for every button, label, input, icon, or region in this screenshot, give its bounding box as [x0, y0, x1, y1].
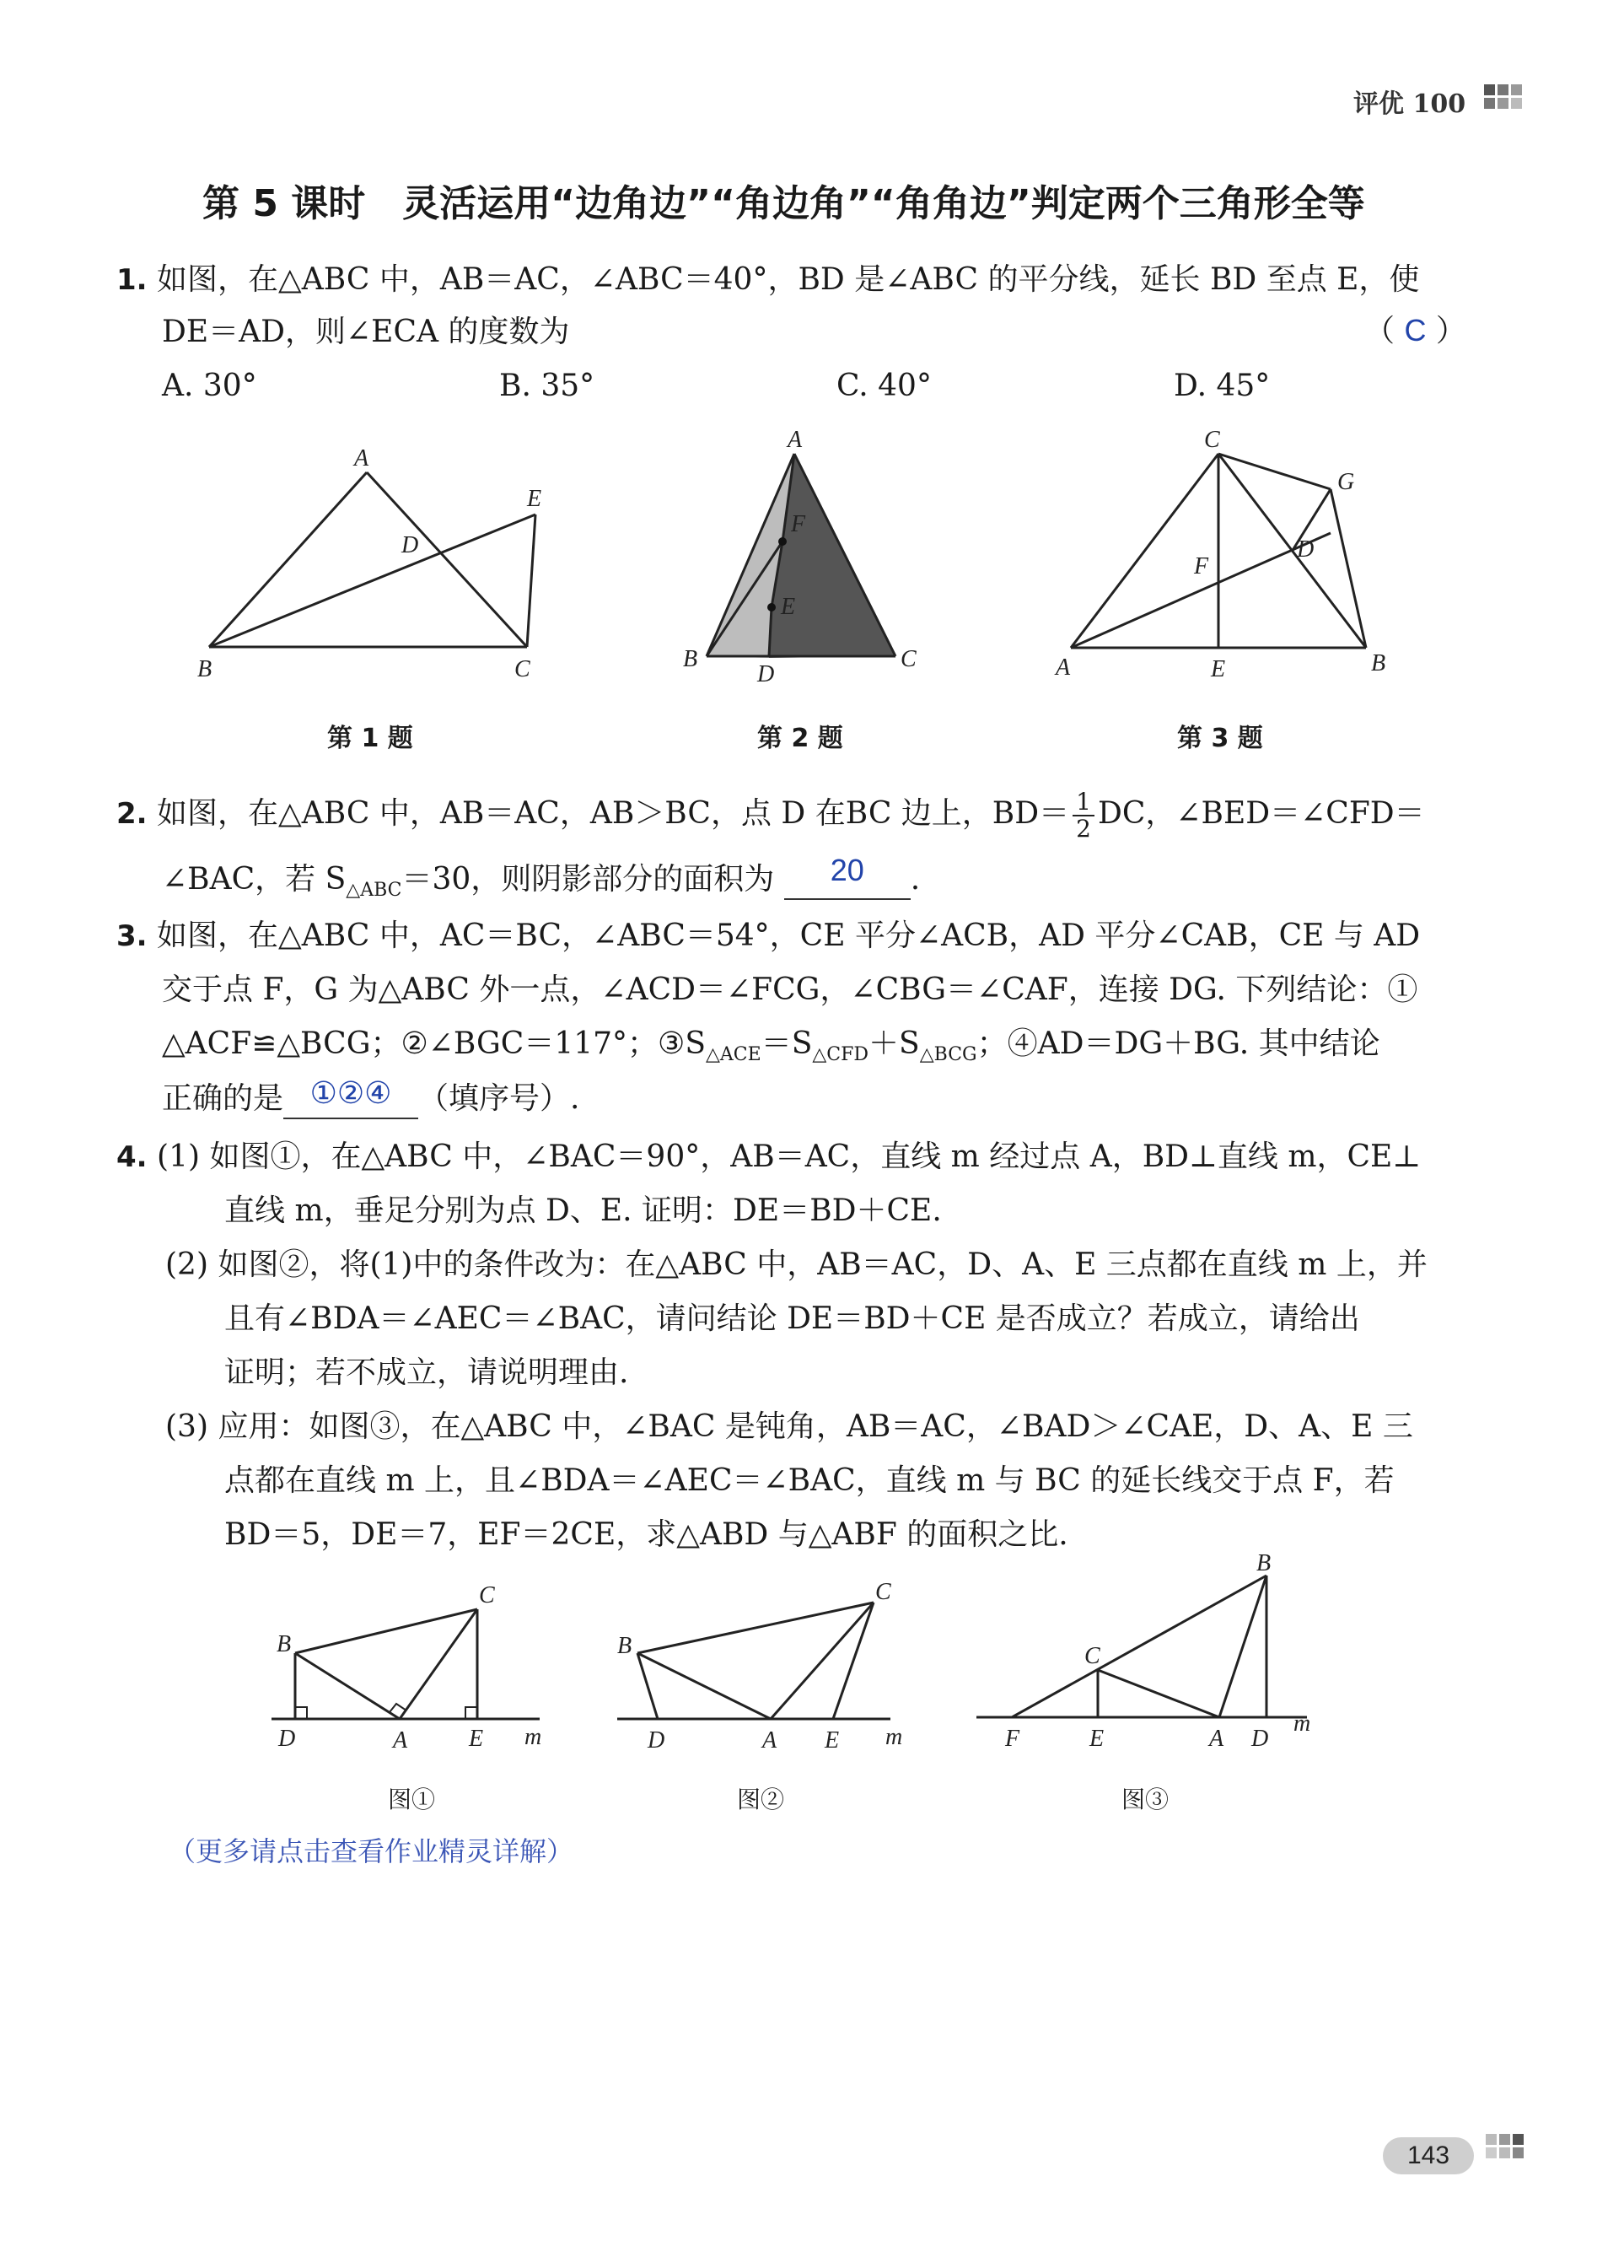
- q1-option-c: C. 40°: [836, 369, 932, 403]
- fig1-seg-ab: [209, 472, 367, 647]
- fig43-label-f: F: [1005, 1726, 1020, 1752]
- fig2-label-c: C: [901, 646, 917, 672]
- lesson-title: 第 5 课时 灵活运用“边角边”“角边角”“角角边”判定两个三角形全等: [202, 182, 1365, 225]
- q3-sub3: △BCG: [919, 1044, 977, 1066]
- q3-text4b: （填序号）.: [418, 1081, 580, 1116]
- fig43-seg-fb: [1012, 1576, 1266, 1717]
- figure-4-2: [607, 1569, 928, 1754]
- fig42-seg-ba: [637, 1653, 771, 1719]
- figure-4-3: [970, 1552, 1341, 1754]
- fig42-seg-bc: [637, 1603, 874, 1653]
- fig42-label-e: E: [825, 1727, 840, 1754]
- q1-number: 1.: [116, 263, 148, 297]
- fig42-seg-ce: [833, 1603, 874, 1719]
- q4-p1-line1: [116, 1139, 1421, 1176]
- fig1-label-a: A: [354, 445, 369, 471]
- fig3-label-e: E: [1211, 656, 1226, 682]
- fig43-label-d: D: [1251, 1726, 1269, 1752]
- q2-text2c: .: [910, 862, 921, 897]
- q3-text4a: 正确的是: [162, 1081, 284, 1116]
- q4-p3-line1: (3) 应用：如图③，在△ABC 中，∠BAC 是钝角，AB＝AC，∠BAD＞∠CAE，D、A、E 三: [165, 1409, 1413, 1444]
- fig42-label-c: C: [875, 1579, 891, 1605]
- q2-line1: [116, 789, 1425, 842]
- fig41-label-b: B: [277, 1631, 292, 1657]
- fig2-label-f: F: [791, 511, 806, 537]
- q3-answer: ①②④: [309, 1075, 392, 1110]
- fig42-caption: 图②: [737, 1786, 785, 1813]
- fig2-label-d: D: [757, 661, 775, 687]
- fig1-label-e: E: [527, 486, 542, 512]
- q2-frac-num: 1: [1073, 789, 1094, 816]
- fig1-caption: 第 1 题: [327, 724, 413, 753]
- q1-option-d: D. 45°: [1174, 369, 1271, 403]
- page-number: 143: [1383, 2137, 1474, 2174]
- fig43-label-e: E: [1089, 1726, 1105, 1752]
- fig2-label-e: E: [781, 594, 796, 620]
- figure-q3: [1046, 422, 1417, 692]
- q2-text1b: DC，∠BED＝∠CFD＝: [1097, 796, 1425, 831]
- fig3-label-f: F: [1194, 553, 1209, 579]
- fig41-label-e: E: [469, 1726, 484, 1752]
- q3-line2: 交于点 F，G 为△ABC 外一点，∠ACD＝∠FCG，∠CBG＝∠CAF，连接 DG. 下列结论：①: [162, 972, 1418, 1007]
- q3-line1: [116, 918, 1420, 955]
- fig41-seg-ba: [295, 1653, 400, 1719]
- q4-p1-line2: 直线 m，垂足分别为点 D、E. 证明：DE＝BD＋CE.: [224, 1193, 942, 1228]
- q3-text3b: ＝S: [761, 1026, 813, 1061]
- fig42-label-a: A: [762, 1727, 777, 1754]
- q2-sub: △ABC: [346, 880, 402, 902]
- q4-p3-line2: 点都在直线 m 上，且∠BDA＝∠AEC＝∠BAC，直线 m 与 BC 的延长线交于点 F，若: [224, 1463, 1395, 1498]
- fig3-label-d: D: [1297, 536, 1315, 563]
- q2-text2a: ∠BAC，若 S: [162, 862, 347, 897]
- q2-number: 2.: [116, 797, 148, 831]
- fig43-label-c: C: [1084, 1643, 1100, 1669]
- q1-answer-paren: （ C ）: [1364, 313, 1466, 348]
- q3-sub1: △ACE: [706, 1044, 761, 1066]
- fig1-label-d: D: [401, 532, 419, 558]
- q1-line1: [116, 261, 1419, 299]
- fig2-point-f: [778, 537, 787, 546]
- fig2-label-a: A: [788, 427, 803, 453]
- q2-frac-den: 2: [1076, 815, 1091, 843]
- fig2-label-b: B: [683, 646, 698, 672]
- fig41-caption: 图①: [388, 1786, 436, 1813]
- fig3-label-a: A: [1056, 655, 1071, 681]
- fig1-seg-ce: [527, 514, 535, 647]
- figure-q2: [675, 422, 944, 692]
- fig42-label-d: D: [648, 1727, 665, 1754]
- fig41-label-d: D: [278, 1726, 296, 1752]
- q2-line2: [162, 853, 921, 909]
- fig1-label-b: B: [197, 656, 212, 682]
- footer-squares-icon: [1486, 2134, 1536, 2168]
- fig2-caption: 第 2 题: [757, 724, 843, 753]
- fig41-right-angle-e: [465, 1707, 477, 1719]
- fig43-label-a: A: [1209, 1726, 1224, 1752]
- fig43-label-b: B: [1256, 1552, 1272, 1576]
- q3-answer-blank: [283, 1075, 418, 1119]
- q3-number: 3.: [116, 919, 148, 953]
- fig1-seg-ac: [367, 472, 527, 647]
- figure-4-1: [261, 1569, 565, 1754]
- q1-text1: 如图，在△ABC 中，AB＝AC，∠ABC＝40°，BD 是∠ABC 的平分线，延长 BD 至点 E，使: [157, 262, 1420, 297]
- q3-text3a: △ACF≌△BCG；②∠BGC＝117°；③S: [162, 1026, 706, 1061]
- q4-number: 4.: [116, 1140, 148, 1174]
- fig2-point-e: [767, 603, 776, 611]
- q4-p1-text1: (1) 如图①，在△ABC 中，∠BAC＝90°，AB＝AC，直线 m 经过点 A，BD⊥直线 m，CE⊥: [157, 1139, 1422, 1174]
- q3-text3c: ＋S: [868, 1026, 920, 1061]
- q3-text3d: ；④AD＝DG＋BG. 其中结论: [976, 1026, 1380, 1061]
- fig3-label-b: B: [1371, 650, 1386, 676]
- q4-p3-line3: BD＝5，DE＝7，EF＝2CE，求△ABD 与△ABF 的面积之比.: [224, 1517, 1068, 1552]
- fig41-label-a: A: [393, 1727, 408, 1754]
- q2-fraction: [1073, 789, 1094, 842]
- fig42-label-m: m: [885, 1724, 903, 1750]
- fig1-label-c: C: [514, 656, 530, 682]
- fig3-label-c: C: [1204, 427, 1220, 453]
- fig3-label-g: G: [1337, 469, 1355, 495]
- q1-option-a: A. 30°: [162, 369, 257, 403]
- q2-text2b: ＝30，则阴影部分的面积为: [401, 862, 775, 897]
- q4-p2-line3: 证明；若不成立，请说明理由.: [224, 1355, 629, 1390]
- fig41-right-angle-d: [295, 1707, 307, 1719]
- fig42-label-b: B: [617, 1633, 632, 1659]
- q3-text1: 如图，在△ABC 中，AC＝BC，∠ABC＝54°，CE 平分∠ACB，AD 平分∠CAB，CE 与 AD: [157, 919, 1421, 953]
- q4-p2-line2: 且有∠BDA＝∠AEC＝∠BAC，请问结论 DE＝BD＋CE 是否成立？若成立，请给出: [224, 1301, 1360, 1336]
- q3-line3: [162, 1026, 1380, 1074]
- fig41-label-c: C: [479, 1582, 495, 1608]
- fig1-seg-be: [209, 514, 535, 647]
- fig41-label-m: m: [524, 1724, 542, 1750]
- fig3-caption: 第 3 题: [1177, 724, 1263, 753]
- q4-p2-line1: (2) 如图②，将(1)中的条件改为：在△ABC 中，AB＝AC，D、A、E 三点都在直线 m 上，并: [165, 1247, 1428, 1282]
- more-solutions-link[interactable]: （更多请点击查看作业精灵详解）: [169, 1835, 574, 1867]
- q2-answer: 20: [830, 853, 864, 887]
- header-squares-icon: [1484, 84, 1535, 115]
- q2-text1a: 如图，在△ABC 中，AB＝AC，AB＞BC，点 D 在BC 边上，BD＝: [157, 796, 1070, 831]
- series-label: 评优 100: [1353, 89, 1466, 119]
- q1-answer: C: [1404, 313, 1427, 347]
- fig3-seg-ac: [1071, 454, 1218, 648]
- q3-sub2: △CFD: [812, 1044, 869, 1066]
- fig43-seg-ca: [1098, 1670, 1219, 1717]
- q1-line2: DE＝AD，则∠ECA 的度数为: [162, 315, 570, 349]
- q2-answer-blank: [784, 853, 911, 900]
- q3-line4: [162, 1075, 580, 1119]
- figure-q1: [186, 439, 573, 692]
- fig3-seg-cg: [1218, 454, 1331, 489]
- q1-option-b: B. 35°: [499, 369, 595, 403]
- fig43-label-m: m: [1293, 1710, 1311, 1737]
- fig43-caption: 图③: [1121, 1786, 1170, 1813]
